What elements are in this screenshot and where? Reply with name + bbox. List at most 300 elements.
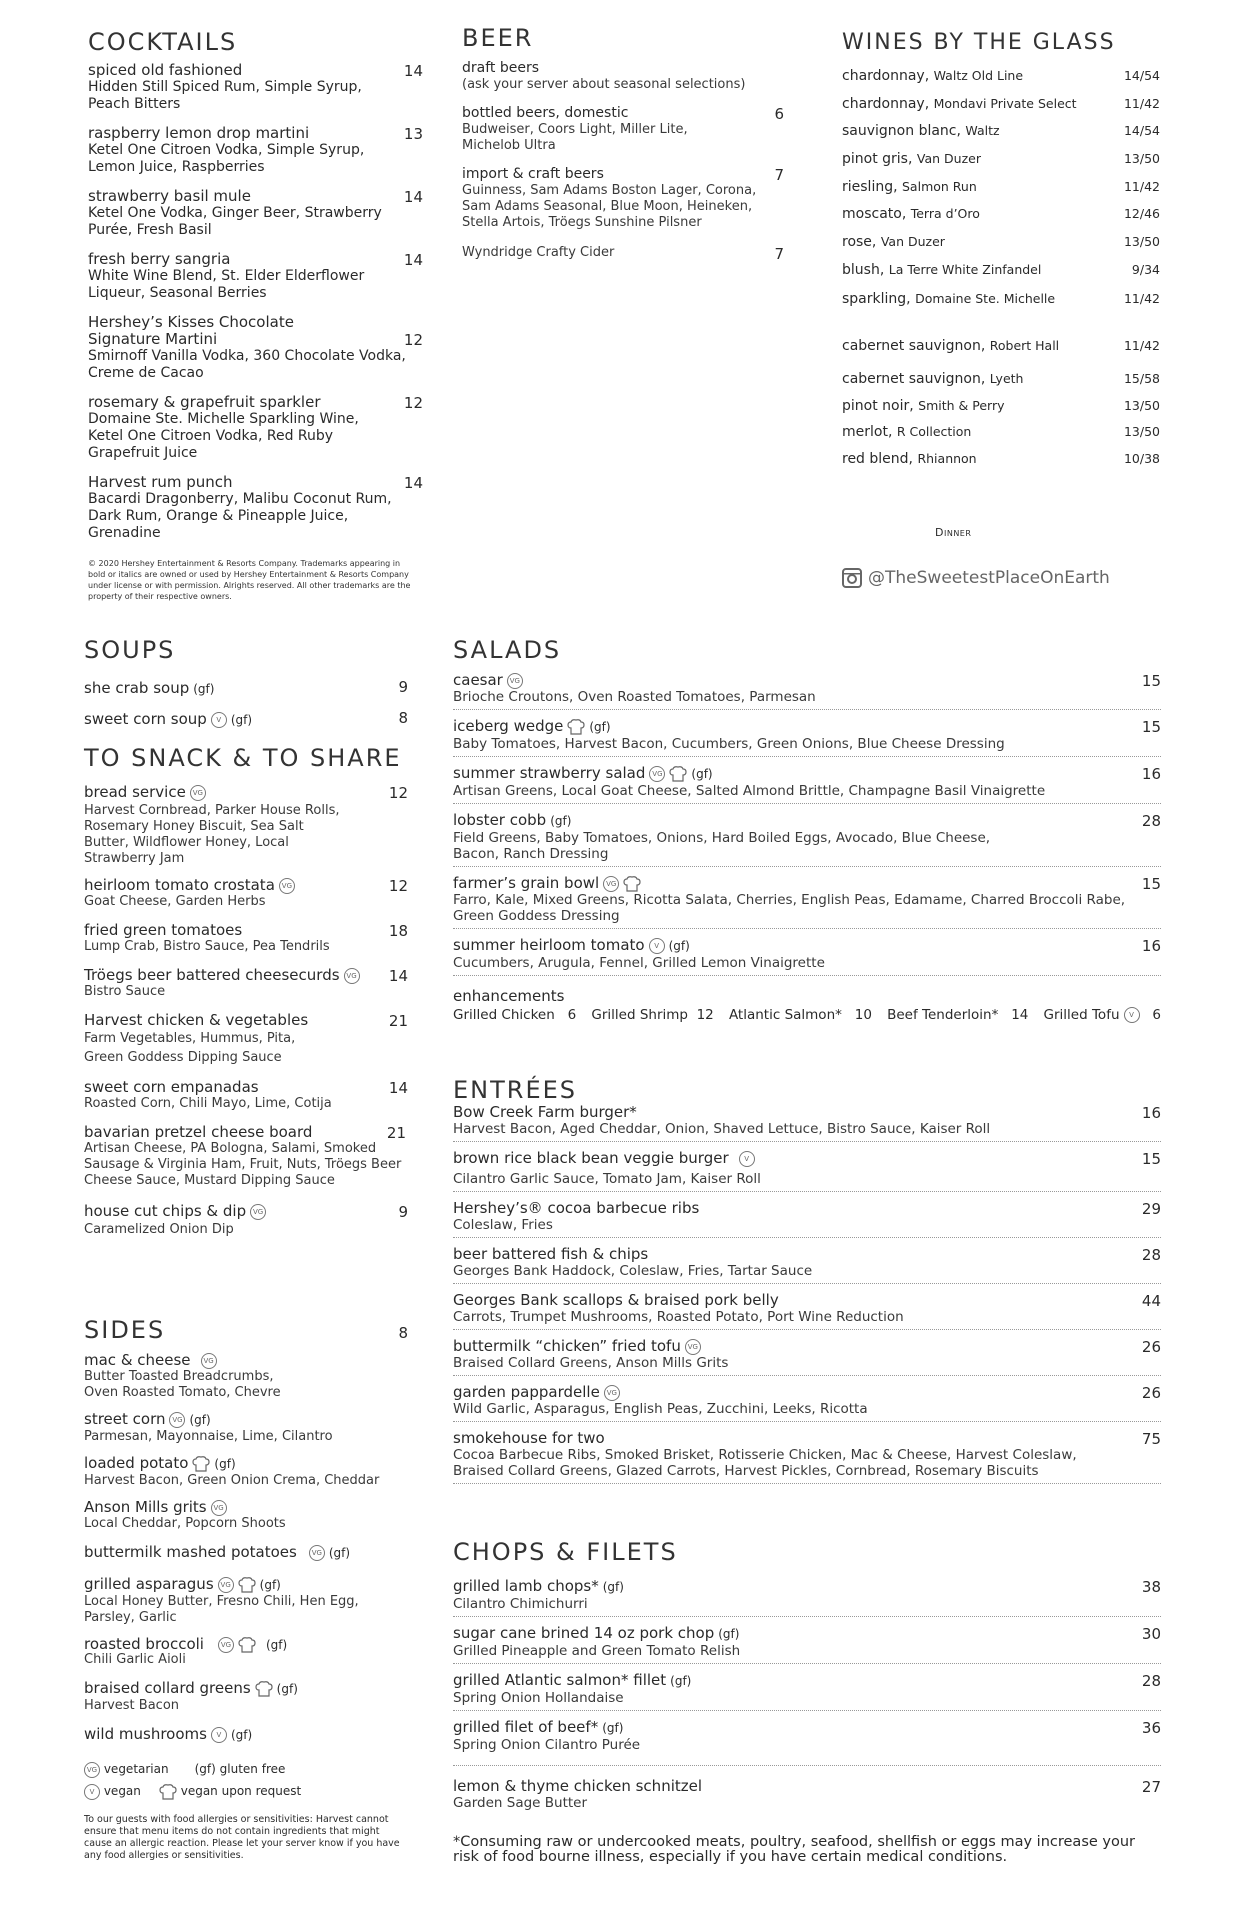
enhancements [453, 988, 1161, 1023]
menu-item [84, 1455, 408, 1489]
vegetarian-icon: VG [84, 1762, 100, 1778]
wine-price: 11/42 [1123, 338, 1160, 353]
vegetarian-icon: VG [685, 1339, 701, 1355]
section-title: SOUPS [84, 636, 176, 664]
section-title: SIDES [84, 1316, 166, 1344]
item-name: farmer’s grain bowl [453, 874, 600, 892]
item-price: 38 [1141, 1578, 1161, 1596]
item-desc: Ketel One Citroen Vodka, Simple Syrup, Lemon Juice, Raspberries [88, 142, 365, 175]
item-name: grilled lamb chops* [453, 1577, 599, 1595]
snack-section [84, 744, 408, 1238]
wine-producer: R Collection [896, 424, 972, 439]
legend-vegan: vegan [103, 1784, 141, 1798]
item-name: fried green tomatoes [84, 921, 243, 939]
item-price: 16 [1141, 1104, 1161, 1122]
chops-section [453, 1538, 1161, 1865]
menu-item [84, 1680, 408, 1714]
item-tag: (gf) [670, 1674, 692, 1688]
item-name: raspberry lemon drop martini [88, 124, 310, 142]
vegan-icon: V [84, 1784, 100, 1800]
item-name: grilled asparagus [84, 1575, 214, 1593]
menu-item [88, 314, 423, 382]
menu-item [84, 1544, 408, 1562]
item-name: lobster cobb [453, 811, 547, 829]
menu-item [88, 62, 423, 113]
menu-item [453, 1338, 1161, 1376]
vegetarian-icon: VG [344, 968, 360, 984]
item-name: braised collard greens [84, 1679, 251, 1697]
cocktails-section [88, 28, 423, 602]
section-title: BEER [462, 24, 534, 52]
menu-item [453, 1578, 1161, 1617]
chef-hat-icon [669, 766, 687, 782]
menu-item [453, 1384, 1161, 1422]
item-desc: (ask your server about seasonal selections) [462, 77, 746, 92]
enhancement-item: Atlantic Salmon* 10 [728, 1007, 872, 1023]
item-price: 28 [1141, 1246, 1161, 1264]
section-title: SALADS [453, 636, 562, 664]
section-title: ENTRÉES [453, 1076, 578, 1104]
menu-item [88, 394, 423, 462]
item-name: garden pappardelle [453, 1383, 600, 1401]
item-price: 12 [388, 877, 408, 895]
wine-price: 13/50 [1123, 424, 1160, 439]
item-desc: Artisan Greens, Local Goat Cheese, Salted Almond Brittle, Champagne Basil Vinaigrette [453, 783, 1046, 799]
menu-item [84, 1124, 408, 1189]
menu-item [84, 922, 408, 955]
item-name: Tröegs beer battered cheesecurds [84, 966, 340, 984]
wine-item [842, 451, 1160, 467]
wine-varietal: moscato, [842, 206, 907, 222]
vegetarian-icon: VG [279, 878, 295, 894]
item-name: beer battered fish & chips [453, 1245, 649, 1263]
menu-item [453, 672, 1161, 710]
wine-item [842, 151, 1160, 167]
item-price: 14 [388, 967, 408, 985]
item-name: buttermilk mashed potatoes [84, 1543, 297, 1561]
menu-item [462, 60, 792, 93]
wine-varietal: chardonnay, [842, 68, 930, 84]
menu-item [84, 784, 408, 867]
beer-section [462, 24, 792, 261]
wine-varietal: riesling, [842, 179, 898, 195]
item-desc: Brioche Croutons, Oven Roasted Tomatoes, Parmesan [453, 689, 816, 705]
menu-item [84, 1352, 408, 1401]
item-desc: Caramelized Onion Dip [84, 1222, 234, 1237]
wine-producer: Robert Hall [989, 338, 1060, 353]
item-tag: (gf) [230, 713, 253, 727]
wine-item [842, 398, 1160, 414]
item-desc: Chili Garlic Aioli [84, 1652, 186, 1667]
copyright-text: © 2020 Hershey Entertainment & Resorts Company. Trademarks appearing in bold or italics are owned or used by Hershey Entertainment & Resorts Company under license or with permission. Alrights reserved. All other trademarks are the property of their respective owners. [88, 559, 411, 601]
item-desc: Cilantro Garlic Sauce, Tomato Jam, Kaiser Roll [453, 1171, 761, 1187]
item-desc: Bacardi Dragonberry, Malibu Coconut Rum, Dark Rum, Orange & Pineapple Juice, Grenadine [88, 491, 392, 541]
wine-price: 13/50 [1123, 398, 1160, 413]
item-desc: Budweiser, Coors Light, Miller Lite, Michelob Ultra [462, 122, 688, 153]
item-desc: Grilled Pineapple and Green Tomato Relish [453, 1643, 741, 1659]
menu-item [84, 877, 408, 910]
wine-producer: Smith & Perry [918, 398, 1005, 413]
menu-item [84, 1079, 408, 1112]
item-price: 14 [403, 188, 423, 206]
vegetarian-icon: VG [218, 1577, 234, 1593]
menu-item [84, 1012, 408, 1067]
item-desc: Goat Cheese, Garden Herbs [84, 894, 266, 909]
menu-item [88, 251, 423, 302]
dietary-legend [84, 1758, 408, 1802]
item-tag: (gf) [668, 939, 690, 953]
vegan-icon: V [739, 1151, 755, 1167]
item-price: 28 [1141, 1672, 1161, 1690]
vegetarian-icon: VG [218, 1637, 234, 1653]
menu-item [453, 1104, 1161, 1142]
item-price: 36 [1141, 1719, 1161, 1737]
menu-item [453, 1778, 1161, 1811]
enhancement-item: Beef Tenderloin* 14 [887, 1007, 1029, 1023]
wine-item [842, 123, 1160, 139]
item-name: summer strawberry salad [453, 764, 646, 782]
chef-hat-icon [567, 719, 585, 735]
vegetarian-icon: VG [604, 1385, 620, 1401]
legend-gf: (gf) [194, 1762, 216, 1776]
item-desc: Coleslaw, Fries [453, 1217, 553, 1233]
menu-item [84, 1499, 408, 1532]
wine-item [842, 262, 1160, 278]
item-name: smokehouse for two [453, 1429, 605, 1447]
item-desc: Butter Toasted Breadcrumbs, Oven Roasted Tomato, Chevre [84, 1369, 281, 1400]
wine-varietal: cabernet sauvignon, [842, 338, 986, 354]
item-name: rosemary & grapefruit sparkler [88, 393, 321, 411]
wine-producer: Van Duzer [916, 151, 981, 166]
wine-producer: Salmon Run [902, 179, 977, 194]
item-desc: Field Greens, Baby Tomatoes, Onions, Hard Boiled Eggs, Avocado, Blue Cheese, Bacon, Ranch Dressing [453, 830, 991, 862]
item-name: she crab soup [84, 679, 190, 697]
item-name: heirloom tomato crostata [84, 876, 275, 894]
menu-item [453, 718, 1161, 757]
item-name: sugar cane brined 14 oz pork chop [453, 1624, 715, 1642]
item-price: 26 [1141, 1384, 1161, 1402]
item-desc: Local Cheddar, Popcorn Shoots [84, 1516, 286, 1531]
item-tag: (gf) [230, 1728, 253, 1742]
item-price: 12 [403, 331, 423, 349]
item-name: buttermilk “chicken” fried tofu [453, 1337, 681, 1355]
item-name: draft beers [462, 60, 540, 76]
item-tag: (gf) [691, 767, 713, 781]
wine-varietal: red blend, [842, 451, 913, 467]
wine-producer: Rhiannon [917, 451, 977, 466]
item-price: 30 [1141, 1625, 1161, 1643]
instagram-icon [842, 568, 862, 588]
wine-producer: Van Duzer [880, 234, 945, 249]
chef-hat-icon [238, 1577, 256, 1593]
wine-varietal: chardonnay, [842, 96, 930, 112]
menu-item [84, 1576, 408, 1626]
item-desc: Roasted Corn, Chili Mayo, Lime, Cotija [84, 1096, 332, 1111]
item-name: Wyndridge Crafty Cider [462, 245, 615, 260]
menu-item [84, 1203, 408, 1238]
item-price: 9 [398, 678, 408, 696]
item-desc: Guinness, Sam Adams Boston Lager, Corona, Sam Adams Seasonal, Blue Moon, Heineken, Stella Artois, Tröegs Sunshine Pilsner [462, 183, 757, 230]
item-tag: (gf) [602, 1721, 624, 1735]
wine-varietal: sauvignon blanc, [842, 123, 961, 139]
item-desc: Baby Tomatoes, Harvest Bacon, Cucumbers, Green Onions, Blue Cheese Dressing [453, 736, 1005, 752]
wine-price: 14/54 [1123, 68, 1160, 83]
menu-item [84, 709, 408, 728]
menu-item [462, 245, 792, 261]
item-price: 14 [403, 474, 423, 492]
item-tag: (gf) [550, 814, 572, 828]
item-name: Harvest rum punch [88, 473, 233, 491]
soups-section [84, 636, 408, 728]
enhancement-item: Grilled Tofu V 6 [1043, 1007, 1161, 1023]
item-name: Hershey’s® cocoa barbecue ribs [453, 1199, 700, 1217]
wine-item [842, 179, 1160, 195]
wine-varietal: pinot gris, [842, 151, 913, 167]
wine-producer: La Terre White Zinfandel [888, 262, 1042, 277]
wine-price: 13/50 [1123, 234, 1160, 249]
wine-item [842, 371, 1160, 387]
item-name: fresh berry sangria [88, 250, 231, 268]
wine-item [842, 96, 1160, 112]
item-desc: Spring Onion Hollandaise [453, 1690, 624, 1706]
wine-price: 12/46 [1123, 206, 1160, 221]
wine-price: 15/58 [1123, 371, 1160, 386]
item-tag: (gf) [589, 720, 611, 734]
menu-item [84, 678, 408, 697]
item-tag: (gf) [718, 1627, 740, 1641]
wine-item [842, 234, 1160, 250]
vegan-icon: V [211, 712, 227, 728]
menu-item [462, 166, 792, 231]
item-name: sweet corn empanadas [84, 1078, 259, 1096]
item-name: wild mushrooms [84, 1725, 207, 1743]
item-price: 13 [403, 125, 423, 143]
item-desc: Garden Sage Butter [453, 1795, 588, 1811]
wine-item [842, 68, 1160, 84]
chef-hat-icon [623, 876, 641, 892]
item-desc: Artisan Cheese, PA Bologna, Salami, Smoked Sausage & Virginia Ham, Fruit, Nuts, Tröegs Beer Cheese Sauce, Mustard Dipping Sauce [84, 1141, 402, 1188]
wine-price: 11/42 [1123, 96, 1160, 111]
legend-vegetarian: vegetarian [103, 1762, 169, 1776]
item-desc: Parmesan, Mayonnaise, Lime, Cilantro [84, 1429, 333, 1444]
menu-item [453, 812, 1161, 867]
item-tag: (gf) [214, 1457, 236, 1471]
menu-item [84, 1636, 408, 1668]
item-desc: Braised Collard Greens, Anson Mills Grits [453, 1355, 729, 1371]
item-tag: (gf) [189, 1413, 211, 1427]
item-price: 8 [398, 709, 408, 727]
item-price: 15 [1141, 672, 1161, 690]
item-desc: Farm Vegetables, Hummus, Pita, Green Goddess Dipping Sauce [84, 1031, 296, 1065]
item-name: lemon & thyme chicken schnitzel [453, 1777, 703, 1795]
salads-section [453, 636, 1161, 1023]
vegetarian-icon: VG [169, 1412, 185, 1428]
item-desc: White Wine Blend, St. Elder Elderflower Liqueur, Seasonal Berries [88, 268, 365, 301]
legend-gluten-free: gluten free [219, 1762, 286, 1776]
menu-item [88, 474, 423, 542]
vegan-icon: V [211, 1727, 227, 1743]
chef-hat-icon [238, 1637, 256, 1653]
wine-price: 11/42 [1123, 291, 1160, 306]
menu-item [453, 937, 1161, 976]
wine-price: 13/50 [1123, 151, 1160, 166]
item-price: 27 [1141, 1778, 1161, 1796]
item-desc: Georges Bank Haddock, Coleslaw, Fries, Tartar Sauce [453, 1263, 813, 1279]
menu-item [453, 1150, 1161, 1192]
wine-varietal: pinot noir, [842, 398, 914, 414]
wine-item [842, 338, 1160, 354]
item-desc: Cucumbers, Arugula, Fennel, Grilled Lemon Vinaigrette [453, 955, 825, 971]
section-title: COCKTAILS [88, 28, 238, 56]
wine-price: 11/42 [1123, 179, 1160, 194]
item-desc: Farro, Kale, Mixed Greens, Ricotta Salata, Cherries, English Peas, Edamame, Charred Broccoli Rabe, Green Goddess Dressing [453, 892, 1126, 924]
item-tag: (gf) [276, 1682, 298, 1696]
item-tag: (gf) [265, 1638, 288, 1652]
sides-section [84, 1316, 408, 1862]
wine-price: 9/34 [1131, 262, 1160, 277]
menu-item [453, 1672, 1161, 1711]
wine-price: 14/54 [1123, 123, 1160, 138]
menu-item [453, 1625, 1161, 1664]
item-name: import & craft beers [462, 166, 604, 182]
item-name: Bow Creek Farm burger* [453, 1103, 637, 1121]
item-desc: Smirnoff Vanilla Vodka, 360 Chocolate Vodka, Creme de Cacao [88, 348, 406, 381]
item-name: summer heirloom tomato [453, 936, 645, 954]
item-price: 28 [1141, 812, 1161, 830]
menu-item [84, 967, 408, 1000]
social-text: @TheSweetestPlaceOnEarth [868, 568, 1110, 588]
wine-varietal: sparkling, [842, 291, 911, 307]
social-handle [842, 568, 1110, 588]
item-price: 14 [403, 251, 423, 269]
item-tag: (gf) [602, 1580, 624, 1594]
wine-varietal: merlot, [842, 424, 893, 440]
menu-item [453, 1200, 1161, 1238]
vegan-icon: V [649, 938, 665, 954]
vegetarian-icon: VG [649, 766, 665, 782]
item-desc: Bistro Sauce [84, 984, 166, 999]
allergy-notice: To our guests with food allergies or sensitivities: Harvest cannot ensure that menu items do not contain ingredients that might cause an allergic reaction. Please let your server know if you have any food allergies or sensitivities. [84, 1814, 400, 1861]
chef-hat-icon [255, 1681, 273, 1697]
section-title: WINES BY THE GLASS [842, 30, 1116, 55]
wine-producer: Waltz [965, 123, 1000, 138]
chef-hat-icon [159, 1784, 177, 1800]
item-price: 21 [386, 1124, 406, 1142]
menu-item [453, 1430, 1161, 1484]
wine-producer: Lyeth [989, 371, 1024, 386]
vegetarian-icon: VG [507, 673, 523, 689]
wine-varietal: blush, [842, 262, 885, 278]
dinner-label: Dinner [935, 526, 972, 539]
section-title: TO SNACK & TO SHARE [84, 744, 402, 772]
item-tag: (gf) [328, 1546, 351, 1560]
wine-varietal: rose, [842, 234, 877, 250]
enhancement-item: Grilled Chicken 6 [453, 1007, 577, 1023]
item-name: brown rice black bean veggie burger [453, 1149, 729, 1167]
menu-item [453, 1246, 1161, 1284]
menu-item [453, 1292, 1161, 1330]
menu-item [453, 765, 1161, 804]
item-name: strawberry basil mule [88, 187, 251, 205]
item-desc: Wild Garlic, Asparagus, English Peas, Zucchini, Leeks, Ricotta [453, 1401, 868, 1417]
wine-item [842, 291, 1160, 307]
item-desc: Harvest Bacon, Aged Cheddar, Onion, Shaved Lettuce, Bistro Sauce, Kaiser Roll [453, 1121, 991, 1137]
item-name: street corn [84, 1410, 166, 1428]
item-price: 44 [1141, 1292, 1161, 1310]
legend-vegan-request: vegan upon request [180, 1784, 302, 1798]
item-name: spiced old fashioned [88, 61, 243, 79]
item-price: 7 [774, 245, 784, 263]
item-price: 16 [1141, 765, 1161, 783]
menu-item [462, 105, 792, 154]
vegetarian-icon: VG [211, 1500, 227, 1516]
raw-food-disclaimer: *Consuming raw or undercooked meats, poultry, seafood, shellfish or eggs may increase your risk of food bourne illness, especially if you have certain medical conditions. [453, 1834, 1136, 1865]
item-name: grilled filet of beef* [453, 1718, 599, 1736]
item-desc: Cocoa Barbecue Ribs, Smoked Brisket, Rotisserie Chicken, Mac & Cheese, Harvest Coleslaw, Braised Collard Greens, Glazed Carrots, Harvest Pickles, Cornbread, Rosemary Biscuits [453, 1447, 1077, 1479]
item-desc: Cilantro Chimichurri [453, 1596, 588, 1612]
item-price: 9 [398, 1203, 408, 1221]
menu-item [453, 1719, 1161, 1766]
item-name: Harvest chicken & vegetables [84, 1011, 309, 1029]
sides-header [84, 1316, 408, 1344]
item-price: 15 [1141, 1150, 1161, 1168]
wine-price: 10/38 [1123, 451, 1160, 466]
item-desc: Harvest Cornbread, Parker House Rolls, Rosemary Honey Biscuit, Sea Salt Butter, Wildflower Honey, Local Strawberry Jam [84, 803, 340, 866]
wine-item [842, 206, 1160, 222]
item-price: 14 [403, 62, 423, 80]
vegetarian-icon: VG [603, 876, 619, 892]
wine-item [842, 424, 1160, 440]
item-price: 6 [774, 105, 784, 123]
item-price: 14 [388, 1079, 408, 1097]
item-name: sweet corn soup [84, 710, 207, 728]
wine-producer: Terra d’Oro [910, 206, 980, 221]
item-name: iceberg wedge [453, 717, 564, 735]
enhancement-item: Grilled Shrimp 12 [591, 1007, 714, 1023]
chef-hat-icon [192, 1456, 210, 1472]
vegetarian-icon: VG [309, 1545, 325, 1561]
item-tag: (gf) [259, 1578, 281, 1592]
item-name: Georges Bank scallops & braised pork belly [453, 1291, 779, 1309]
item-name: mac & cheese [84, 1351, 191, 1369]
item-price: 7 [774, 166, 784, 184]
item-price: 26 [1141, 1338, 1161, 1356]
item-name: loaded potato [84, 1454, 189, 1472]
sides-price: 8 [398, 1324, 408, 1342]
item-name: bread service [84, 783, 186, 801]
item-name: grilled Atlantic salmon* fillet [453, 1671, 667, 1689]
menu-item [453, 875, 1161, 929]
item-tag: (gf) [193, 682, 215, 696]
item-desc: Hidden Still Spiced Rum, Simple Syrup, Peach Bitters [88, 79, 362, 112]
item-name: caesar [453, 671, 503, 689]
item-desc: Spring Onion Cilantro Purée [453, 1737, 641, 1753]
entrees-section [453, 1076, 1161, 1484]
item-price: 16 [1141, 937, 1161, 955]
menu-item [84, 1411, 408, 1445]
vegetarian-icon: VG [250, 1204, 266, 1220]
menu-item [88, 188, 423, 239]
item-name: house cut chips & dip [84, 1202, 247, 1220]
item-desc: Carrots, Trumpet Mushrooms, Roasted Potato, Port Wine Reduction [453, 1309, 904, 1325]
wine-producer: Domaine Ste. Michelle [915, 291, 1056, 306]
vegetarian-icon: VG [201, 1353, 217, 1369]
item-price: 15 [1141, 718, 1161, 736]
item-price: 75 [1141, 1430, 1161, 1448]
item-name: bavarian pretzel cheese board [84, 1123, 313, 1141]
item-desc: Lump Crab, Bistro Sauce, Pea Tendrils [84, 939, 330, 954]
item-price: 12 [403, 394, 423, 412]
